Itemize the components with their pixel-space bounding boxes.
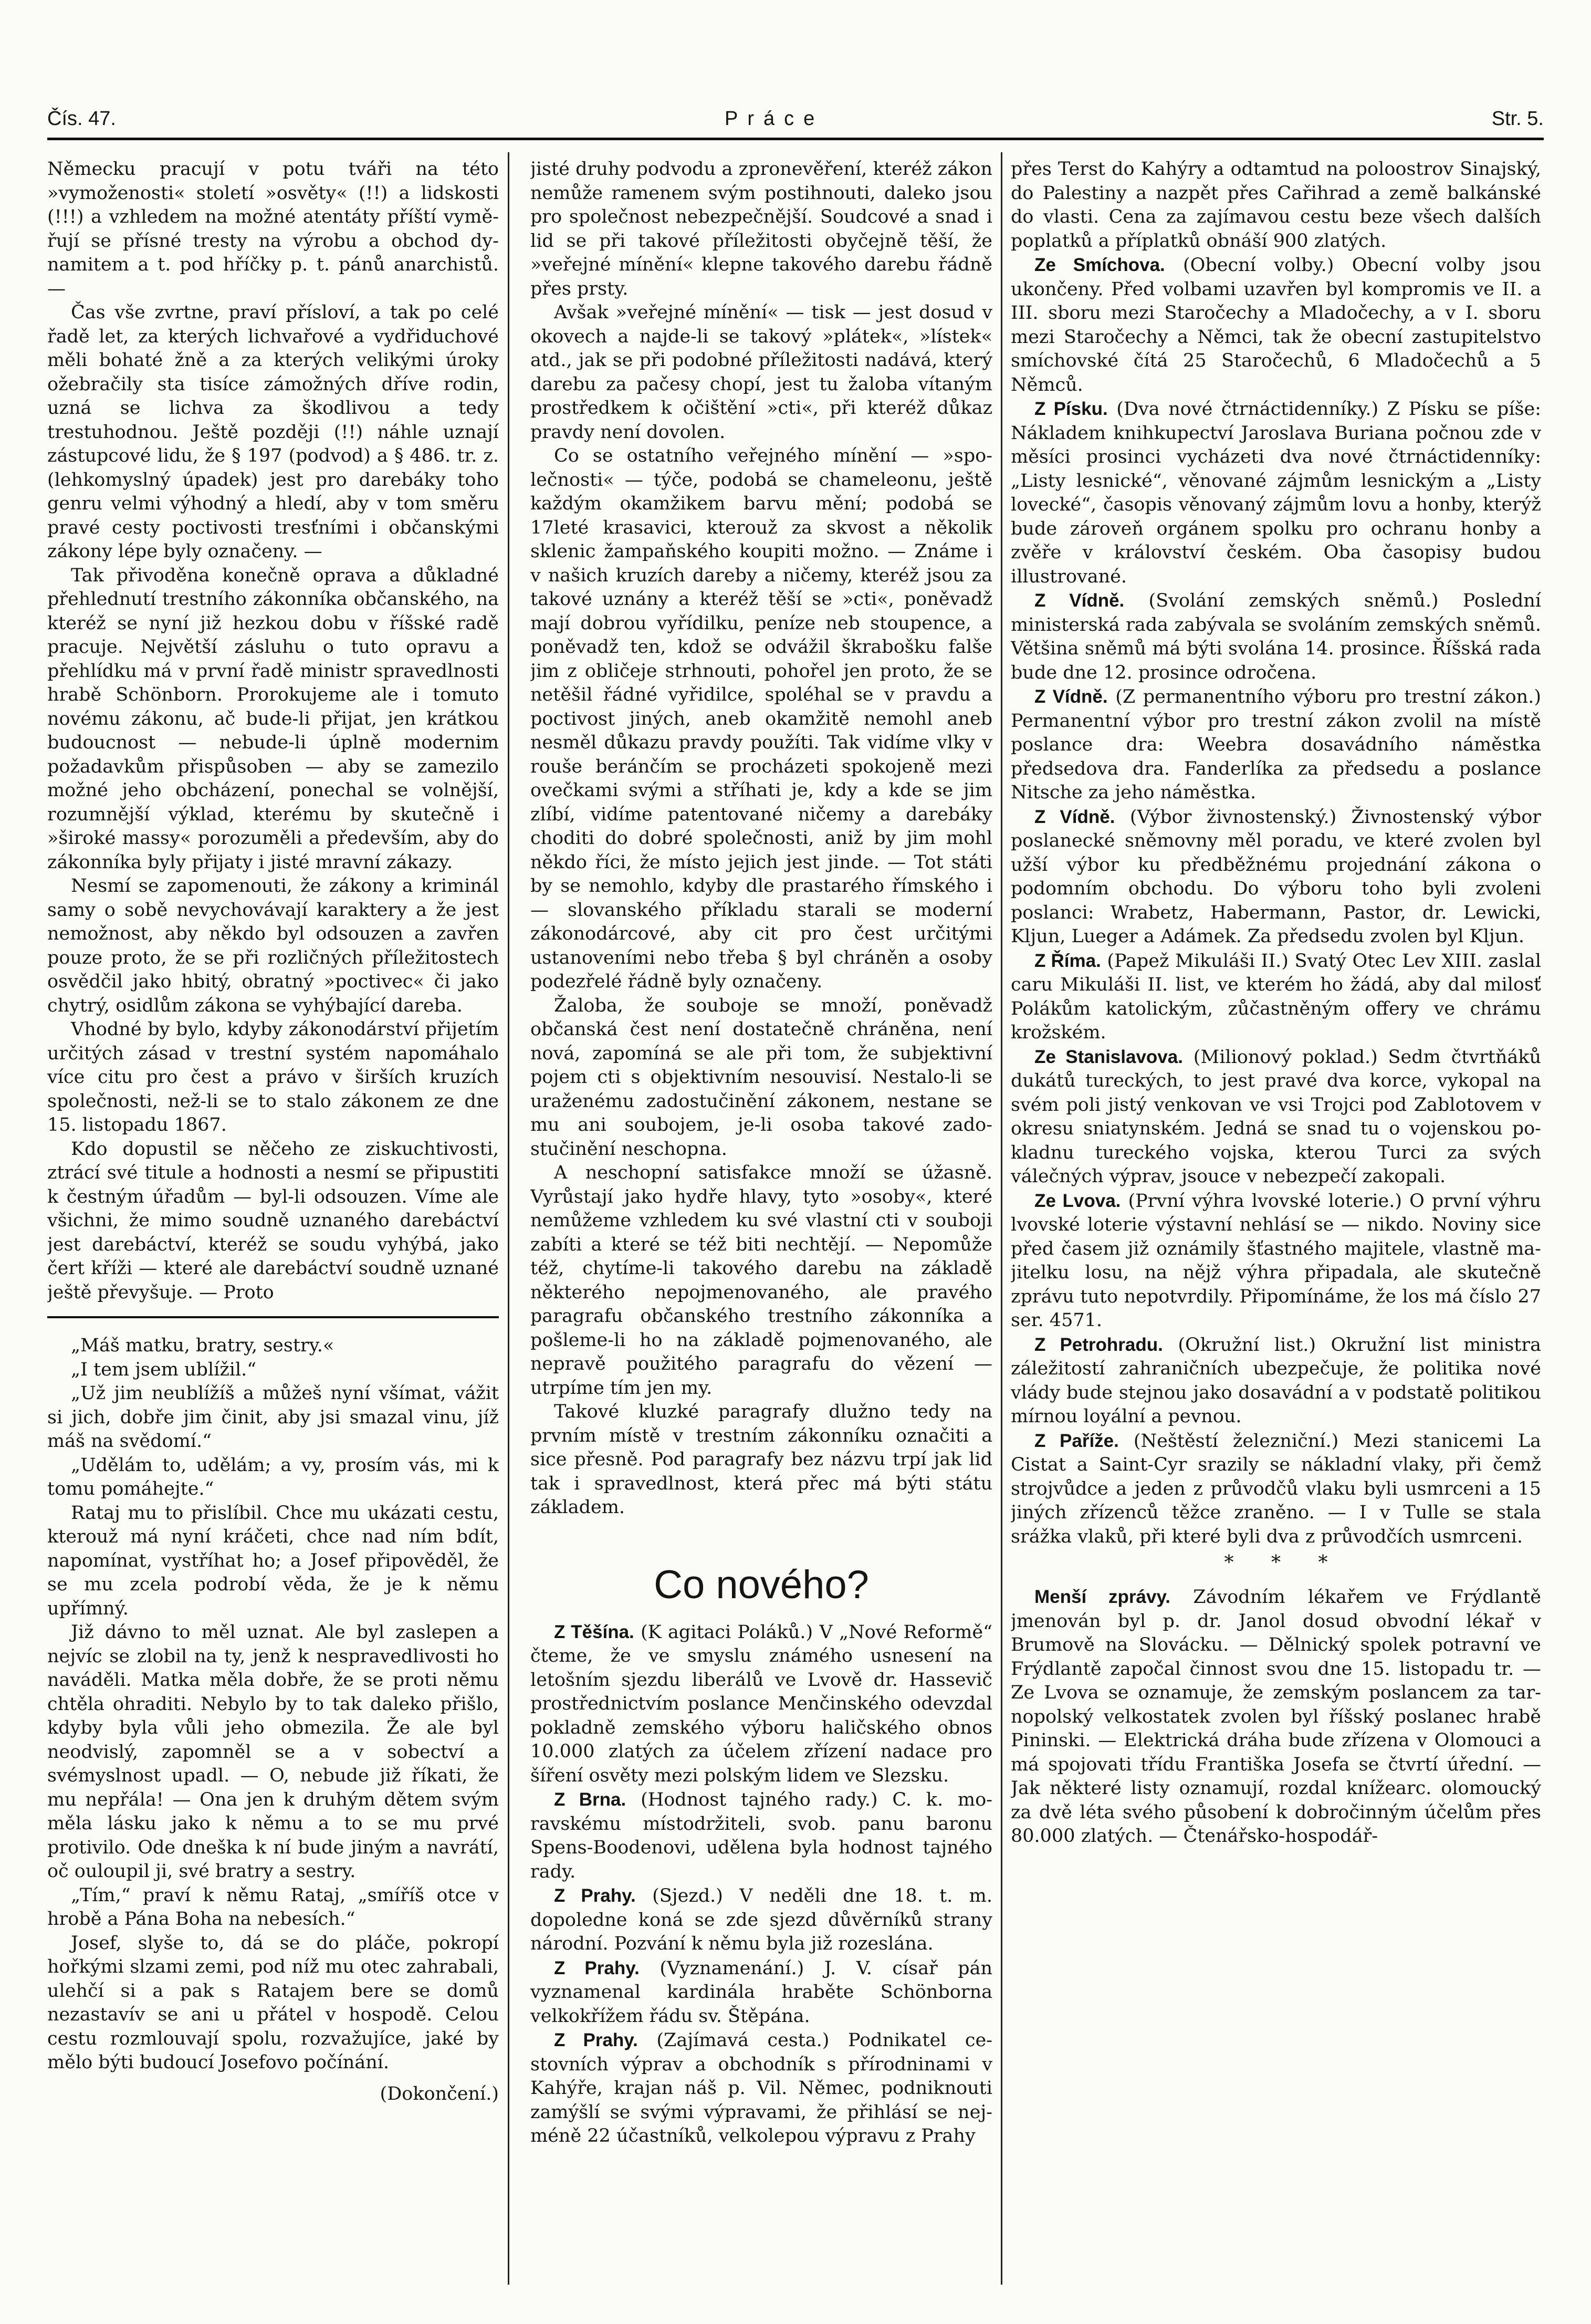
news-item (530, 2028, 992, 2149)
news-text: (Výbor živnostenský.) Živnostenský výbor poslanecké sněmovny měl poradu, ve které zvolen byl užší výbor ku předběžnému projednání zákona o podomním obchodu. Do výboru toho byli zvoleni poslanci: Wrabetz, Habermann, Pastor, dr. Lewicki, Kljun, Lueger a Adámek. Za předsedu zvolen byl Kljun. (1011, 806, 1541, 947)
article-paragraph: Tak přivoděna konečně oprava a důkladné přehlednutí trestního zákonníka občanského, na kteréž se nyní již hezkou dobu v říšské radě pracuje. Největší zásluhu o tuto opravu a přehlídku má v první řadě ministr spravedlnosti hrabě Schönborn. Prorokujeme ale i tomuto novému zákonu, ač bude-li přijat, jen krátkou budoucnost — nebude-li úplně modernim požadavkům přispůsoben — aby se zamezilo možné jeho obcházení, ponechal se volnější, rozumnější výklad, kterému by skutečně i »široké massy« porozuměli a především, aby do zákonníka byly přijaty i jisté mravní zákazy. (47, 565, 499, 873)
news-location: Ze Stanislavova. (1034, 1046, 1183, 1067)
news-text: (Hodnost tajného rady.) C. k. moravskému místodržiteli, svob. panu baronu Spens-Boodenovi, udělena byla hodnost tajného rady. (530, 1789, 992, 1882)
news-location: Z Těšína. (554, 1621, 634, 1642)
news-item (530, 1956, 992, 2029)
column-right (1011, 158, 1541, 2285)
header-rule (47, 138, 1544, 140)
news-location: Z Vídně. (1034, 686, 1108, 707)
news-location: Ze Smíchova. (1034, 255, 1165, 275)
news-text: (Papež Mikuláši II.) Svatý Otec Lev XIII. zaslal caru Mikuláši II. list, ve kterém ho žádá, aby dal milosť Polákům katolickým, zůčastněným offery ve chrámu krožském. (1011, 950, 1541, 1043)
news-item (1011, 397, 1541, 589)
news-item (530, 1788, 992, 1884)
asterisk: * (1224, 1552, 1234, 1573)
column-left (47, 158, 499, 2285)
news-text: Závodním lékařem ve Frýdlantě jmenován byl p. dr. Janol dosud obvodní lékař v Brumově na Slovácku. — Dělnický spolek potravní ve Frýdlantě započal činnost svou dne 15. listopadu tr. — Ze Lvova se oznamuje, že zemským poslancem za tarnopolský velkostatek zvolen byl říšský poslanec hrabě Pininski. — Elektrická dráha bude zřízena v Olomouci a má spojovati třídu Františka Josefa se čtvrtí úřední. — Jak některé listy oznamují, rozdal knížearc. olomoucký za dvě léta svého působení k dobročinným účelům přes 80.000 zlatých. — Čtenářsko-hospodář- (1011, 1587, 1541, 1847)
news-item (1011, 685, 1541, 805)
news-location: Z Prahy. (554, 1957, 640, 1978)
news-text: (Okružní list.) Okružní list ministra záležitostí zahraničních ubezpečuje, že politika nové vlády bude stejnou jako dosavádní a v podstatě politikou mírnou loyální a pevnou. (1011, 1334, 1541, 1427)
news-location: Z Vídně. (1034, 806, 1115, 827)
page-header (47, 108, 1544, 139)
article-paragraph: Čas vše zvrtne, praví přísloví, a tak po celé řadě let, za kterých lichvařové a vydřiduchové měli bohaté žně a za kterých velikými úroky ožebračily sta tisíce zámožných dříve rodin, uzná se lichva za škodlivou a tedy trestuhodnou. Ještě později (!!) náhle uznají zástupcové lidu, že § 197 (podvod) a § 486. tr. z. (lehkomyslný úpadek) jest pro darebáky toho genru velmi výhodný a hledí, aby v tom směru pravé cesty poctivosti tresťními i občanskými zákony lépe byly označeny. — (47, 302, 499, 562)
news-location: Z Petrohradu. (1034, 1334, 1163, 1355)
serial-divider (47, 1316, 499, 1318)
serial-paragraph: „Udělám to, udělám; a vy, prosím vás, mi k tomu pomáhejte.“ (47, 1454, 499, 1499)
news-text: (První výhra lvovské loterie.) O první výhru lvovské loterie výstavní nehlásí se — nikdo. Noviny sice před časem již oznámily šťastného majitele, vlastně majitelku losu, na nějž výhra připadala, ale skutečně zprávu tuto nepotvrdily. Připomínáme, že los má číslo 27 ser. 4571. (1011, 1190, 1541, 1331)
issue-number: Čís. 47. (47, 108, 116, 130)
news-item (530, 1884, 992, 1956)
news-location: Z Vídně. (1034, 590, 1125, 611)
article-paragraph: Co se ostatního veřejného mínění — »společnosti« — týče, podobá se chameleonu, ještě každým okamžikem barvu mění; podobá se 17leté krasavici, kterouž za skvost a několik sklenic žampaňského koupiti možno. — Známe i v našich kruzích dareby a ničemy, kteréž jsou za takové uznány a kteréž těší se »cti«, poněvadž mají dobrou vyřídilku, peníze neb stoupence, a poněvadž ten, kdož se odvážil škrabošku falše jim z obličeje strhnouti, pohořel jen proto, že se netěšil řádné vyřidilce, spoléhal se v pravdu a poctivost jiných, aneb okamžitě nemohl aneb nesměl důkazu pravdy použíti. Tak vidíme vlky v rouše beránčím se procházeti spokojeně mezi ovečkami svými a stříhati je, kdy a kde se jim zlíbí, vidíme patentované ničemy a darebáky choditi do dobré společnosti, aniž by jim mohl někdo říci, že místo jejich jest jinde. — Tot státi by se nemohlo, kdyby dle prastarého římského i — slovanského příkladu starali se moderní zákonodárcové, aby cit pro čest určitými ustanoveními nebo třeba § byl chráněn a osoby podezřelé řádně byly označeny. (530, 445, 992, 992)
news-location: Menší zprávy. (1034, 1587, 1171, 1607)
serial-paragraph: „Už jim neublížíš a můžeš nyní všímat, vážit si jich, dobře jim činit, aby jsi smazal vinu, jíž máš na svědomí.“ (47, 1383, 499, 1452)
news-item (1011, 1333, 1541, 1429)
news-item (1011, 253, 1541, 397)
serial-paragraph: „Máš matku, bratry, sestry.« (71, 1335, 334, 1356)
news-location: Z Paříže. (1034, 1430, 1119, 1451)
news-item (1011, 1429, 1541, 1549)
article-paragraph: Žaloba, že souboje se množí, poněvadž občanská čest není dostatečně chráněna, není nová, zapomíná se ale při tom, že subjektivní pojem cti s objektivním nesouvisí. Nestalo-li se uraženému zadostučinění zákonem, nestane se mu ani soubojem, je-li osoba takové zadostučinění neschopna. (530, 995, 992, 1160)
article-paragraph: Takové kluzké paragrafy dlužno tedy na prvním místě v trestním zákonníku označiti a sice přesně. Pod paragrafy bez názvu trpí jak lid tak i spravedlnost, která přec má býti státu základem. (530, 1401, 992, 1518)
news-item (1011, 1585, 1541, 1849)
news-text: (Neštěstí železniční.) Mezi stanicemi La Cistat a Saint-Cyr srazily se nákladní vlaky, při čemž strojvůdce a jeden z průvodčů vlaku byli usmrceni a 15 jiných zřízenců těžce zraněno. — I v Tulle se stala srážka vlaků, při které byli dva z průvodčích usmrceni. (1011, 1430, 1541, 1547)
news-text: (Sjezd.) V neděli dne 18. t. m. dopoledne koná se zde sjezd důvěrníků strany národní. Pozvání k němu byla již rozeslána. (530, 1885, 992, 1954)
serial-paragraph: Rataj mu to přislíbil. Chce mu ukázati cestu, kterouž má nyní kráčeti, chce nad ním bdít, napomínat, vystříhat ho; a Josef připověděl, že se mu zcela podrobí věda, že je k němu upřímný. (47, 1502, 499, 1619)
news-continuation: přes Terst do Kahýry a odtamtud na poloostrov Sinajský, do Palestiny a nazpět přes Cařihrad a země balkánské do vlasti. Cena za zajímavou cestu beze všech dalších poplatků a příplatků obnáší 900 zlatých. (1011, 159, 1541, 252)
section-separator (1011, 1552, 1541, 1573)
news-text: (Dva nové čtrnáctidenníky.) Z Písku se píše: Nákladem knihkupectví Jaroslava Buriana počnou zde v měsíci prosinci vycházeti dva nové čtrnáctidenníky: „Listy lesnické“, věnované zájmům lesnickým a „Listy lovecké“, časopis věnovaný zájmům lovu a honby, kterýž bude zároveň orgánem spolku pro ochranu honby a zvěře v království českém. Oba časopisy budou illustrované. (1011, 399, 1541, 587)
article-paragraph: A neschopní satisfakce množí se úžasně. Vyrůstají jako hydře hlavy, tyto »osoby«, které nemůžeme vzhledem ku své vlastní cti v souboji zabíti a které se též biti nechtějí. — Nepomůže též, chytíme-li takového darebu na základě některého nepojmenovaného, ale pravého paragrafu občanského trestního zákonníka a pošleme-li ho na základě pojmenovaného, ale nepravě použitého paragrafu do vězení — utrpíme tím jen my. (530, 1162, 992, 1399)
serial-paragraph: „I tem jsem ublížil.“ (71, 1359, 257, 1380)
serial-paragraph: „Tím,“ praví k němu Rataj, „smíříš otce v hrobě a Pána Boha na nebesích.“ (47, 1884, 499, 1930)
article-paragraph: Avšak »veřejné mínění« — tisk — jest dosud v okovech a najde-li se takový »plátek«, »lístek« atd., jak se při podobné příležitosti nadává, který darebu za pačesy chopí, jest tu žaloba vítaným prostředkem k očištění »cti«, při kteréž důkaz pravdy není dovolen. (530, 302, 992, 443)
article-paragraph: jisté druhy podvodu a zpronevěření, kteréž zákon nemůže ramenem svým postihnouti, daleko jsou pro společnost nebezpečnější. Soudcové a snad i lid se při takové příležitosti obyčejně těší, že »veřejné mínění« klepne takového darebu řádně přes prsty. (530, 159, 992, 299)
news-location: Ze Lvova. (1034, 1190, 1121, 1211)
news-item (1011, 1189, 1541, 1333)
news-text: (K agitaci Poláků.) V „Nové Reformě“ čteme, že ve smyslu známého usnesení na letošním sjezdu liberálů ve Lvově dr. Hassevič prostřednictvím poslance Menčinského odevzdal pokladně zemského výboru haličského obnos 10.000 zlatých za účelem zřízení nadace pro šíření osvěty mezi polským lidem ve Slezsku. (530, 1621, 992, 1786)
news-text: (Vyznamenání.) J. V. císař pán vyznamenal kardinála hraběte Schönborna velkokřížem řádu sv. Štěpána. (530, 1957, 992, 2027)
column-divider (1001, 152, 1002, 2285)
news-location: Z Písku. (1034, 399, 1108, 419)
continuation-note: (Dokončení.) (380, 2083, 499, 2104)
section-heading: Co nového? (654, 1562, 869, 1607)
news-location: Z Brna. (554, 1789, 626, 1810)
article-paragraph: Vhodné by bylo, kdyby zákonodárství přijetím určitých zásad v trestní systém napomáhalo více citu pro čest a právo v širších kruzích společnosti, než-li se to stalo zákonem ze dne 15. listopadu 1867. (47, 1019, 499, 1135)
article-paragraph: Nesmí se zapomenouti, že zákony a kriminál samy o sobě nevychovávají karaktery a že jest nemožnost, aby někdo byl odsouzen a zavřen pouze proto, že se při rozličných příležitostech osvědčil jako hbitý, obratný »poctivec« či jako chytrý, osidlům zákona se vyhýbající dareba. (47, 876, 499, 1016)
serial-paragraph: Josef, slyše to, dá se do pláče, pokropí hořkými slzami zemi, pod níž mu otec zahrabali, ulehčí si a pak s Ratajem bere se domů nezastavív se ani u přátel v hospodě. Celou cestu rozmlouvají spolu, rozvažujíce, jaké by mělo býti budoucí Josefovo počínání. (47, 1932, 499, 2073)
column-middle (530, 158, 992, 2285)
asterisk: * (1318, 1552, 1328, 1573)
asterisk: * (1271, 1552, 1281, 1573)
news-item (1011, 949, 1541, 1045)
serial-paragraph: Již dávno to měl uznat. Ale byl zaslepen a nejvíc se zlobil na ty, jenž k nespravedlivosti ho naváděli. Matka měla dobře, že se proti němu chtěla ohraditi. Nebylo by to tak daleko přišlo, kdyby byla vůli jeho obmezila. Že ale byl neodvislý, zapomněl se a v sobectví a svémyslnost upadl. — O, nebude již říkati, že mu nepřála! — Ona jen k druhým dětem svým měla lásku jako k němu a to se mu prvé protivilo. Ode dneška k ní bude jiným a navrátí, oč ouloupil ji, své bratry a sestry. (47, 1622, 499, 1882)
news-item (1011, 805, 1541, 949)
news-location: Z Prahy. (554, 2030, 638, 2050)
news-location: Z Říma. (1034, 950, 1101, 971)
news-item (1011, 589, 1541, 685)
news-text: (Z permanentního výboru pro trestní zákon.) Permanentní výbor pro trestní zákon zvolil na místě poslance dra: Weebra dosavádního náměstka předsedova dra. Fanderlíka za předsedu a poslance Nitsche za jeho náměstka. (1011, 686, 1541, 803)
news-item (1011, 1045, 1541, 1189)
article-paragraph: Kdo dopustil se něčeho ze ziskuchtivosti, ztrácí své titule a hodnosti a nesmí se připustiti k čestným úřadům — byl-li odsouzen. Víme ale všichni, že mimo soudně uznaného darebáctví jest darebáctví, kteréž se soudu vyhýbá, jako čert kříži — které ale darebáctví soudně uznané ještě převyšuje. — Proto (47, 1138, 499, 1303)
column-divider (508, 152, 509, 2285)
newspaper-title: Práce (725, 108, 824, 130)
news-location: Z Prahy. (554, 1885, 636, 1906)
news-text: (Milionový poklad.) Sedm čtvrtňáků dukátů tureckých, to jest pravé dva korce, vykopal na svém poli jistý venkovan ve vsi Trojci pod Zablotovem v okresu sniatynském. Jedná se snad tu o vojenskou pokladnu tureckého vojska, kterou Turci za svých válečných výprav, jsouce v nebezpečí zakopali. (1011, 1046, 1541, 1187)
news-text: (Zajímavá cesta.) Podnikatel cestovních výprav a obchodník s přírodninami v Kahýře, krajan náš p. Vil. Němec, podniknouti zamýšlí se svými výpravami, že přihlásí se nejméně 22 účastníků, velkolepou výpravu z Prahy (530, 2030, 992, 2146)
page-number: Str. 5. (1491, 108, 1544, 130)
news-text: (Obecní volby.) Obecní volby jsou ukončeny. Před volbami uzavřen byl kompromis ve II. a III. sboru mezi Staročechy a Mladočechy, a v I. sboru mezi Staročechy a Němci, tak že obecní zastupitelstvo smíchovské čítá 25 Staročechů, 6 Mladočechů a 5 Němců. (1011, 255, 1541, 395)
news-item (530, 1620, 992, 1788)
news-text: (Svolání zemských sněmů.) Poslední ministerská rada zabývala se svoláním zemských sněmů. Většina sněmů má býti svolána 14. prosince. Říšská rada bude dne 12. prosince odročena. (1011, 590, 1541, 683)
article-paragraph: Německu pracují v potu tváři na této »vymoženosti« století »osvěty« (!!) a lidskosti (!!!) a vzhledem na možné atentáty příští vyměřují se přísné tresty na výrobu a obchod dynamitem a t. pod hříčky p. t. pánů anarchistů. — (47, 159, 499, 299)
